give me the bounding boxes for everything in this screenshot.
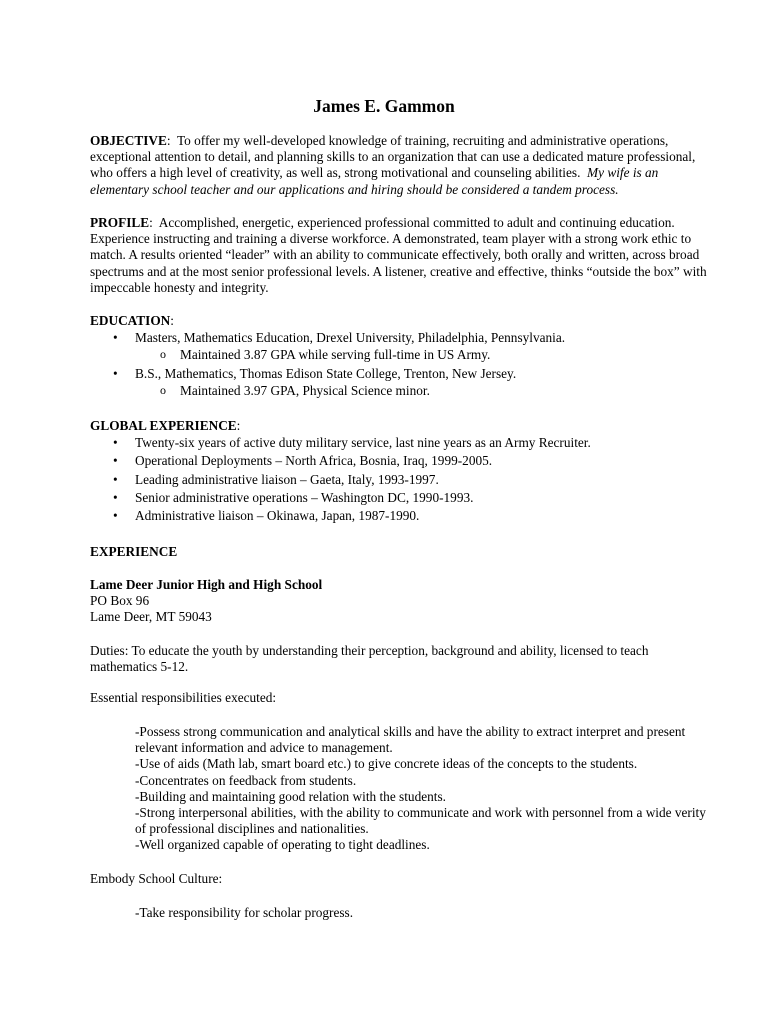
- list-item: -Possess strong communication and analytical skills and have the ability to extract interpret and present relevant information and advice to management.: [135, 724, 686, 756]
- list-item: -Use of aids (Math lab, smart board etc.) to give concrete ideas of the concepts to the students.: [135, 756, 638, 772]
- list-item: • B.S., Mathematics, Thomas Edison State College, Trenton, New Jersey.: [90, 366, 712, 382]
- essential-responsibilities-label: Essential responsibilities executed:: [90, 690, 277, 705]
- profile-label: PROFILE: [90, 215, 150, 230]
- employer-block: [90, 577, 712, 626]
- list-item: -Strong interpersonal abilities, with the ability to communicate and work with personnel from a wide verity of professional disciplines and nationalities.: [135, 805, 706, 837]
- list-item: -Well organized capable of operating to tight deadlines.: [135, 837, 430, 853]
- education-label: EDUCATION: [90, 313, 171, 328]
- global-colon: :: [236, 418, 241, 433]
- profile-text: Accomplished, energetic, experienced professional committed to adult and continuing education. Experience instructing and training a diverse workforce. A demonstrated, team player with a strong work ethic to match. A results oriented “leader” with an ability to communicate effectively, both orally and written, across broad spectrums and at the most senior professional levels. A listener, creative and effective, thinks “outside the box” with impeccable honesty and integrity.: [90, 215, 707, 295]
- global-experience-section: [90, 418, 712, 524]
- list-item: • Leading administrative liaison – Gaeta, Italy, 1993-1997.: [90, 472, 712, 488]
- list-item: • Administrative liaison – Okinawa, Japan, 1987-1990.: [90, 508, 712, 524]
- experience-heading: EXPERIENCE: [90, 544, 178, 559]
- list-item: -Take responsibility for scholar progress.: [135, 905, 354, 920]
- objective-section: [90, 133, 712, 198]
- school-culture-label: Embody School Culture:: [90, 871, 223, 886]
- objective-note: My wife is an elementary school teacher and our applications and hiring should be considered a tandem process.: [90, 165, 659, 197]
- objective-text: To offer my well-developed knowledge of training, recruiting and administrative operations, exceptional attention to detail, and planning skills to an organization that can use a dedicated mature professional, who offers a high level of creativity, as well as, strong motivational and counseling abilities.: [90, 133, 696, 181]
- list-item: o Maintained 3.87 GPA while serving full-time in US Army.: [90, 347, 712, 363]
- objective-label: OBJECTIVE: [90, 133, 167, 148]
- education-colon: :: [170, 313, 174, 328]
- responsibilities-list: [135, 724, 715, 854]
- list-item: o Maintained 3.97 GPA, Physical Science minor.: [90, 383, 712, 399]
- list-item: -Building and maintaining good relation with the students.: [135, 788, 446, 804]
- education-section: [90, 313, 712, 399]
- culture-list: [135, 905, 715, 921]
- list-item: -Concentrates on feedback from students.: [135, 772, 357, 788]
- objective-colon: :: [166, 133, 171, 148]
- list-item: • Twenty-six years of active duty military service, last nine years as an Army Recruiter.: [90, 435, 712, 451]
- list-item: • Masters, Mathematics Education, Drexel University, Philadelphia, Pennsylvania.: [90, 330, 712, 346]
- page-title: James E. Gammon: [313, 96, 455, 116]
- list-item: • Senior administrative operations – Washington DC, 1990-1993.: [90, 490, 712, 506]
- list-item: • Operational Deployments – North Africa, Bosnia, Iraq, 1999-2005.: [90, 453, 712, 469]
- employer-address-line2: Lame Deer, MT 59043: [90, 609, 212, 625]
- profile-section: [90, 215, 712, 296]
- duties-text: Duties: To educate the youth by understanding their perception, background and ability, licensed to teach mathematics 5-12.: [90, 643, 649, 675]
- global-label: GLOBAL EXPERIENCE: [90, 418, 237, 433]
- employer-address-line1: PO Box 96: [90, 593, 150, 609]
- profile-colon: :: [149, 215, 153, 230]
- employer-name: Lame Deer Junior High and High School: [90, 577, 323, 592]
